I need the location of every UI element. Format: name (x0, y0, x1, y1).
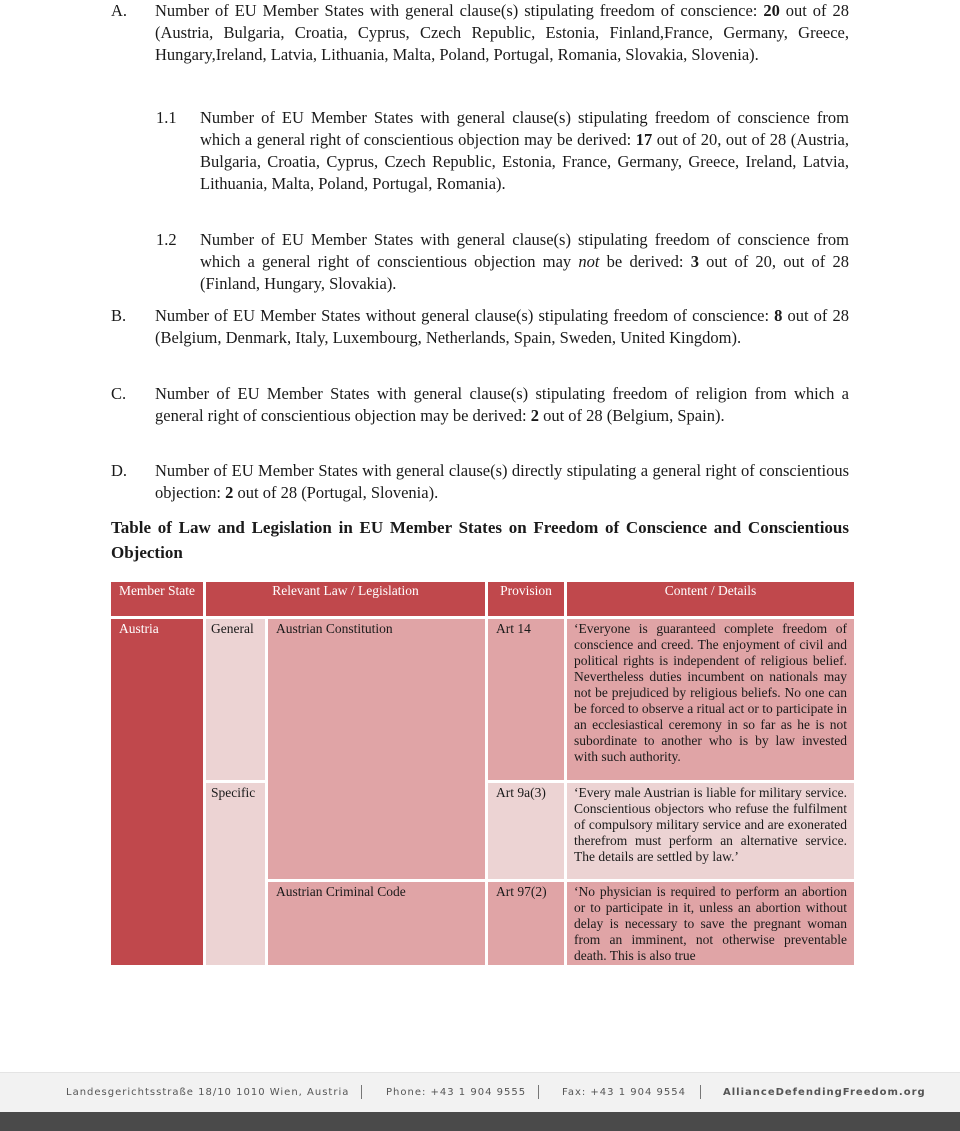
emphasis-text: not (578, 252, 600, 271)
list-marker: 1.1 (156, 108, 177, 127)
list-item-1-2 (156, 229, 849, 295)
footer-divider (538, 1085, 539, 1099)
list-item-1-1 (156, 107, 849, 195)
footer-divider (700, 1085, 701, 1099)
count-value: 2 (530, 406, 539, 425)
page-footer (0, 1072, 960, 1113)
header-content: Content / Details (567, 582, 854, 616)
list-item-c (111, 383, 849, 427)
count-value: 8 (774, 306, 783, 325)
footer-address: Landesgerichtsstraße 18/10 1010 Wien, Austria (66, 1087, 350, 1098)
cell-provision: Art 14 (488, 619, 564, 780)
text-run: Number of EU Member States with general clause(s) stipulating freedom of conscience from which a general right of conscientious objection may (200, 230, 849, 271)
count-value: 2 (225, 483, 234, 502)
list-marker: D. (111, 461, 128, 480)
list-item-text (200, 107, 849, 195)
footer-phone: Phone: +43 1 904 9555 (386, 1087, 527, 1098)
text-run: be derived: (599, 252, 691, 271)
list-item-text (155, 0, 849, 66)
text-run: out of 20, out of 28 (Finland, Hungary, Slovakia). (200, 252, 849, 293)
cell-content: ‘Every male Austrian is liable for military service. Conscientious objectors who refuse the fulfilment of compulsory military service and are exonerated therefrom must perform an alternative service. The details are settled by law.’ (567, 783, 854, 879)
count-value: 17 (635, 130, 653, 149)
header-member-state: Member State (111, 582, 203, 616)
list-marker: 1.2 (156, 230, 177, 249)
list-item-text (200, 229, 849, 295)
count-value: 20 (763, 1, 780, 20)
text-run: out of 28 (Belgium, Denmark, Italy, Luxembourg, Netherlands, Spain, Sweden, United Kingdom). (155, 306, 849, 347)
text-run: out of 28 (Austria, Bulgaria, Croatia, Cyprus, Czech Republic, Estonia, Finland,France, Germany, Greece, Hungary,Ireland, Latvia, Lithuania, Malta, Poland, Portugal, Romania, Slovakia, Slovenia). (155, 1, 849, 64)
list-marker: C. (111, 384, 127, 403)
cell-member-state: Austria (111, 619, 203, 965)
footer-bar (0, 1112, 960, 1131)
list-item-d (111, 460, 849, 504)
table-title: Table of Law and Legislation in EU Member States on Freedom of Conscience and Conscientious Objection (111, 518, 849, 562)
cell-clause-type-general: General (206, 619, 265, 780)
footer-divider (361, 1085, 362, 1099)
cell-clause-type-specific: Specific (206, 783, 265, 965)
list-item-text (155, 460, 849, 504)
cell-law-constitution: Austrian Constitution (268, 619, 485, 879)
list-marker: A. (111, 1, 128, 20)
text-run: Number of EU Member States with general clause(s) stipulating freedom of religion from which a general right of conscientious objection may be derived: (155, 384, 849, 425)
text-run: Number of EU Member States with general clause(s) stipulating freedom of conscience from which a general right of conscientious objection may be derived: (200, 108, 849, 149)
footer-fax: Fax: +43 1 904 9554 (562, 1087, 686, 1098)
footer-website-link[interactable]: AllianceDefendingFreedom.org (723, 1087, 926, 1098)
cell-content: ‘No physician is required to perform an abortion or to participate in it, unless an abortion without delay is necessary to save the pregnant woman from an imminent, not otherwise preventable death. This is also true (567, 882, 854, 965)
header-provision: Provision (488, 582, 564, 616)
text-run: Number of EU Member States with general clause(s) directly stipulating a general right of conscientious objection: (155, 461, 849, 502)
text-run: out of 28 (Belgium, Spain). (538, 406, 725, 425)
header-relevant-law: Relevant Law / Legislation (206, 582, 485, 616)
text-run: Number of EU Member States without general clause(s) stipulating freedom of conscience: (155, 306, 775, 325)
text-run: Number of EU Member States with general clause(s) stipulating freedom of conscience: (155, 1, 764, 20)
list-item-b (111, 305, 849, 349)
list-marker: B. (111, 306, 127, 325)
list-item-a (111, 0, 849, 66)
cell-law-criminal-code: Austrian Criminal Code (268, 882, 485, 965)
count-value: 3 (690, 252, 699, 271)
cell-content: ‘Everyone is guaranteed complete freedom of conscience and creed. The enjoyment of civil and political rights is independent of religious belief. Nevertheless duties incumbent on nationals may not be prejudiced by religious beliefs. No one can be forced to observe a ritual act or to participate in an ecclesiastical ceremony in so far as he is not subordinate to another who is by law invested with such authority. (567, 619, 854, 780)
cell-provision: Art 97(2) (488, 882, 564, 965)
text-run: out of 28 (Portugal, Slovenia). (233, 483, 439, 502)
cell-provision: Art 9a(3) (488, 783, 564, 879)
list-item-text (155, 383, 849, 427)
text-run: out of 20, out of 28 (Austria, Bulgaria, Croatia, Cyprus, Czech Republic, Estonia, France, Germany, Greece, Ireland, Latvia, Lithuania, Malta, Poland, Portugal, Romania). (200, 130, 849, 193)
list-item-text (155, 305, 849, 349)
